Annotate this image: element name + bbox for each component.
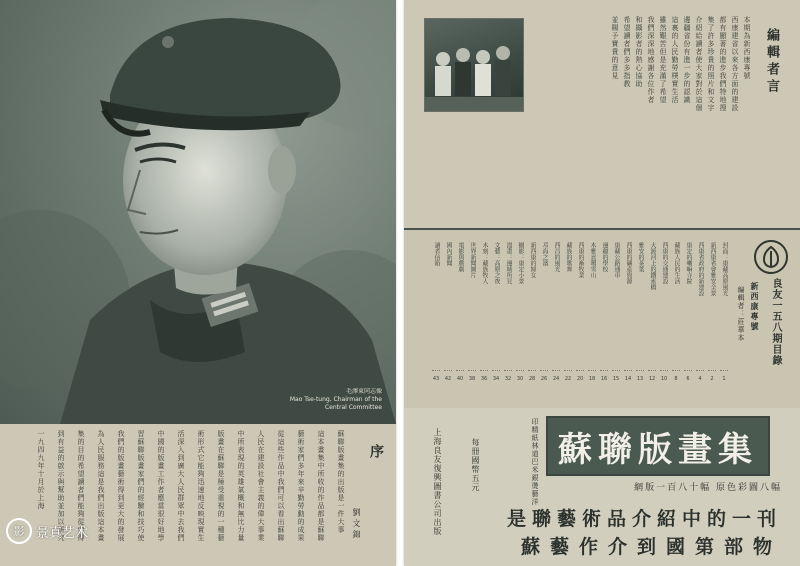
preface-author: 劉文錦 [352, 508, 361, 541]
toc-entry: 康藏公路通車 [612, 242, 620, 371]
toc-entry: 漫畫：邊城所見 [504, 242, 512, 371]
group-photo [424, 18, 524, 112]
toc-page-number: 26 [540, 376, 548, 382]
toc-entry: 國內新聞 [444, 242, 452, 371]
toc-entry: 木刻：藏族牧人 [480, 242, 488, 371]
ad-price: 每冊國幣五元 [471, 438, 480, 492]
editors-note-column: 並賜予寶貴的意見 [611, 16, 619, 80]
editors-note-column: 本期為新西康專號 [743, 16, 751, 80]
editors-note-section [404, 0, 800, 228]
toc-entry: 西康的交通建設 [660, 242, 668, 371]
toc-entry: 藏族人民的生活 [672, 242, 680, 371]
preface-column: 這本畫集中所收的作品都是蘇聯 [317, 430, 325, 542]
toc-entry: 西康的畜牧業 [576, 242, 584, 371]
ad-publisher: 上海良友復興圖書公司出版 [433, 428, 442, 536]
toc-page-number: 28 [528, 376, 536, 382]
right-page [404, 0, 800, 566]
preface-column: 版畫在蘇聯是極受重視的一種藝 [217, 430, 225, 542]
editors-note-column: 和攝影者的熱心協助 [635, 16, 643, 88]
toc-entry: 木雅貢噶雪山 [588, 242, 596, 371]
toc-page-number: 36 [480, 376, 488, 382]
toc-page-number: 38 [468, 376, 476, 382]
preface-column: 人民在建設社會主義的偉大事業 [257, 430, 265, 542]
toc-page-number: 34 [492, 376, 500, 382]
toc-entry: 新西康省會雅安全景 [708, 242, 716, 371]
toc-page-number: 43 [432, 376, 440, 382]
table-of-contents [404, 228, 800, 410]
preface-column: 習蘇聯版畫家們的經驗和技巧使 [137, 430, 145, 542]
toc-page-number: 12 [648, 376, 656, 382]
preface-column: 蘇聯版畫集的出版是一件大事 [337, 430, 345, 534]
toc-page-number: 2 [710, 376, 714, 382]
toc-page-number: 16 [600, 376, 608, 382]
toc-page-number: 1 [722, 376, 726, 382]
toc-entry: 世界新聞圖片 [468, 242, 476, 371]
toc-page-number: 6 [686, 376, 690, 382]
portrait-photo [0, 0, 396, 424]
toc-entry: 西康省政府的新建設 [696, 242, 704, 371]
toc-entry: 邛海之濱 [540, 242, 548, 371]
preface-column: 為人民服務這是我們出版這本畫 [97, 430, 105, 542]
preface-column: 從這些作品中我們可以看出蘇聯 [277, 430, 285, 542]
editors-note-column: 我們深深地感謝各位作者 [647, 16, 655, 104]
ad-line-2: 蘇藝作介到國第部物 [520, 536, 782, 558]
portrait-figure [0, 0, 396, 424]
toc-page-number: 42 [444, 376, 452, 382]
toc-page-number: 10 [660, 376, 668, 382]
ad-banner-title: 蘇聯版畫集 [558, 429, 758, 470]
toc-page-number: 40 [456, 376, 464, 382]
toc-entry: 封面：康藏高原風光 [720, 242, 728, 371]
toc-subtitle: 新西康專號 [750, 282, 760, 332]
ad-banner [546, 416, 770, 476]
toc-entry: 文藝：高原之夜 [492, 242, 500, 371]
editors-note-column: 介紹給讀者使大家對於這個 [695, 16, 703, 112]
toc-title: 良友一五八期目錄 [770, 278, 781, 366]
caption-line: Mao Tse-tung, Chairman of the [289, 396, 382, 403]
toc-entry: 西昌的風光 [552, 242, 560, 371]
toc-page-number: 20 [576, 376, 584, 382]
preface-column: 到有益的啟示與幫助並加以研究 [57, 430, 65, 542]
toc-entry: 西康的礦產資源 [624, 242, 632, 371]
toc-entry: 電影與戲劇 [456, 242, 464, 371]
editors-note-column: 邊疆省份有進一步的認識 [683, 16, 691, 104]
preface-column: 中所表現的英雄氣概和無比力量 [237, 430, 245, 542]
toc-editor: 編輯者：莊華本 [737, 286, 745, 342]
toc-entry: 讀者信箱 [432, 242, 440, 371]
toc-entry: 攝影：康定小景 [516, 242, 524, 371]
editors-note-title: 編輯者言 [764, 28, 779, 96]
preface-column: 我們的版畫藝術得到更大的發展 [117, 430, 125, 542]
toc-entry: 藏族的歌舞 [564, 242, 572, 371]
watermark [6, 516, 88, 546]
photo-caption [262, 388, 382, 412]
editors-note-column: 西康建省以來各方面的建設 [731, 16, 739, 112]
ad-subline: 網版一百八十幅 原色彩圖八幅 [634, 483, 782, 493]
toc-page-number: 22 [564, 376, 572, 382]
toc-entry: 康定的喇嘛寺院 [684, 242, 692, 371]
editors-note-column: 都有顯著的進步我們特地搜 [719, 16, 727, 112]
ad-printing-note: 印精紙林道巴米銀燙藝洋 [531, 418, 539, 506]
left-page [0, 0, 396, 566]
caption-line: Central Committee [324, 404, 382, 411]
ad-line-1: 是聯藝術品介紹中的一刊 [506, 508, 782, 530]
preface-column: 術形式它能夠迅速地反映現實生 [197, 430, 205, 542]
toc-entry: 雅安的茶葉 [636, 242, 644, 371]
preface-column: 集的目的希望讀者們能夠從中得 [77, 430, 85, 542]
toc-page-number: 30 [516, 376, 524, 382]
editors-note-column: 這裏的人民勤勞樸實生活 [671, 16, 679, 104]
watermark-logo-icon: 影 [6, 518, 32, 544]
toc-page-number: 13 [636, 376, 644, 382]
preface-column: 一九四九年十月於上海 [37, 430, 45, 510]
preface-column: 藝術家們多年來辛勤勞動的成果 [297, 430, 305, 542]
preface-title: 序 [368, 444, 384, 458]
editors-note-column: 雖然艱苦但是充滿了希望 [659, 16, 667, 104]
watermark-text: 景真艺术 [36, 525, 89, 541]
toc-entry: 大渡河上的鐵索橋 [648, 242, 656, 371]
toc-page-number: 18 [588, 376, 596, 382]
editors-note-column: 希望讀者們多多指教 [623, 16, 631, 88]
toc-page-number: 15 [612, 376, 620, 382]
preface-column: 活深入到廣大人民群眾中去我們 [177, 430, 185, 542]
toc-page-number: 8 [674, 376, 678, 382]
toc-page-number: 14 [624, 376, 632, 382]
advertisement [404, 408, 800, 566]
toc-entry: 新西康的婦女 [528, 242, 536, 371]
preface-column: 中國的版畫工作者應當很好地學 [157, 430, 165, 542]
toc-page-number: 32 [504, 376, 512, 382]
toc-page-number: 24 [552, 376, 560, 382]
toc-page-number: 4 [698, 376, 702, 382]
caption-line: 毛澤東同志像 [345, 388, 382, 395]
toc-entry: 邊疆的學校 [600, 242, 608, 371]
magazine-logo-icon [754, 240, 788, 274]
editors-note-column: 集了許多珍貴的照片和文字 [707, 16, 715, 112]
